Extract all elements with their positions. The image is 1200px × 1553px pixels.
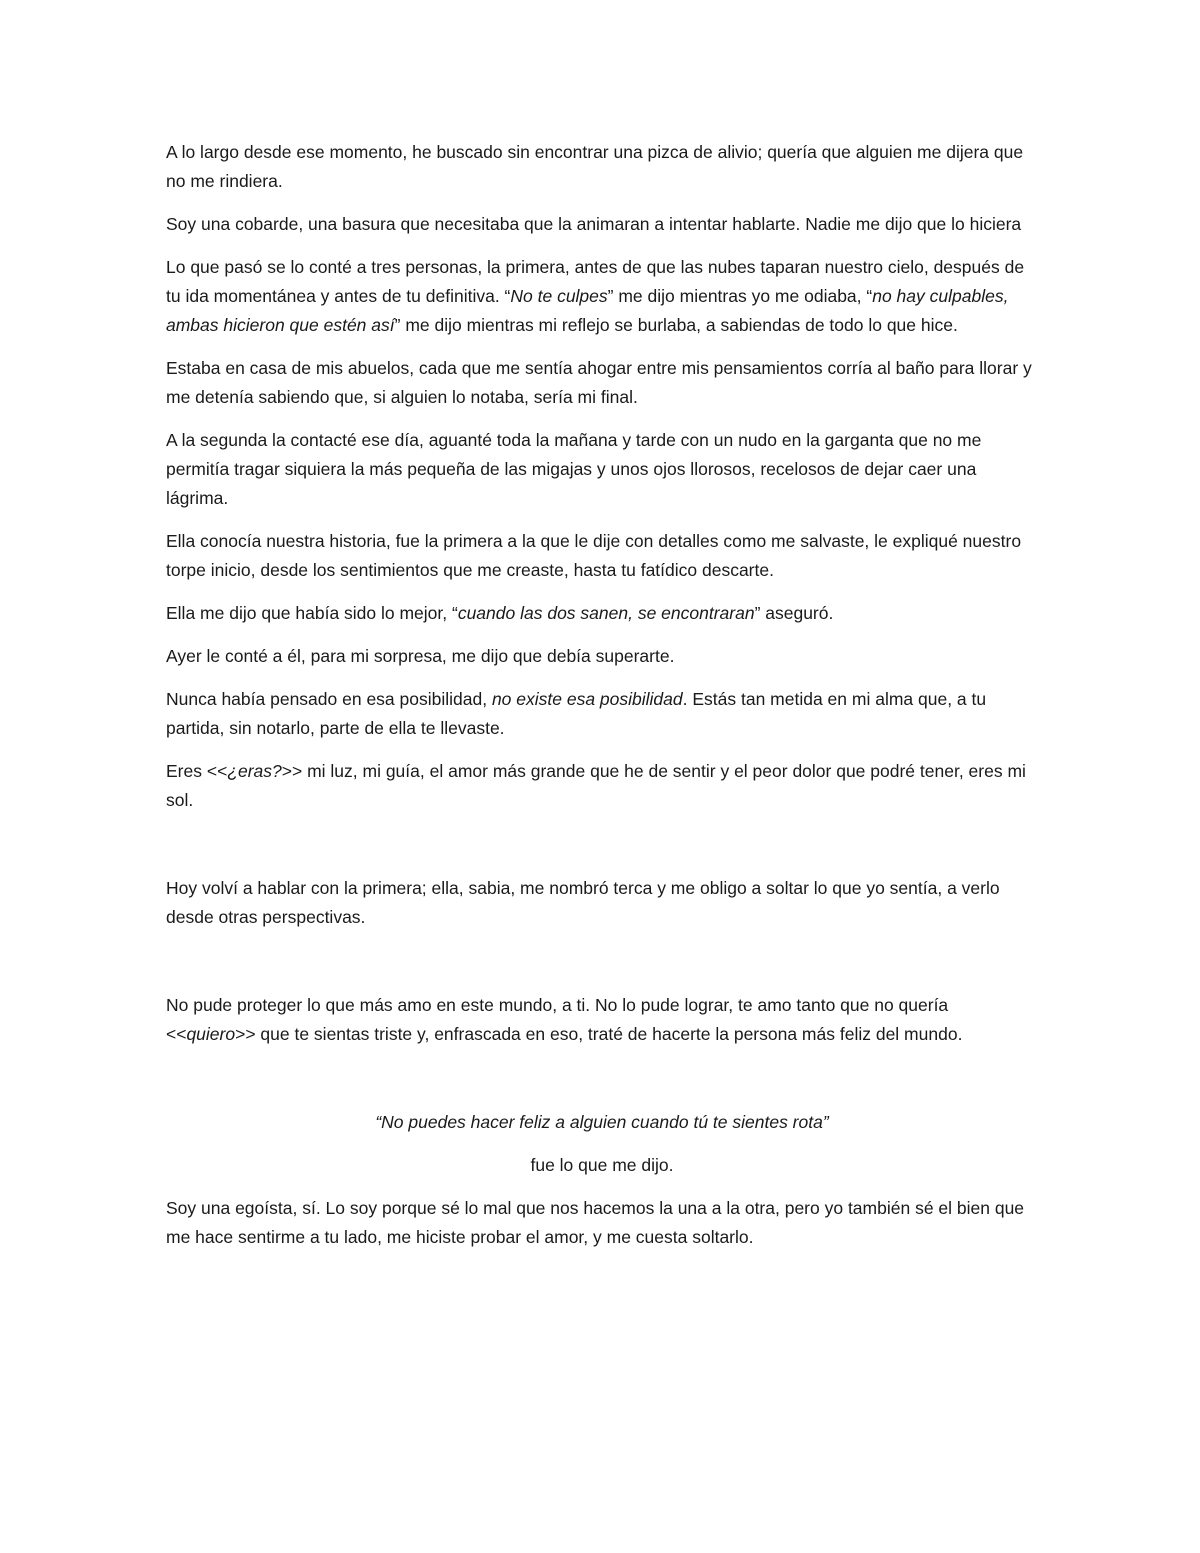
paragraph — [166, 991, 1038, 1049]
text-run: . Estás tan metida en mi alma que, a tu partida, sin notarlo, parte de ella te llevaste. — [166, 689, 987, 738]
text-run: ” me dijo mientras yo me odiaba, “ — [607, 286, 873, 306]
italic-quote: no hay culpables, ambas hicieron que estén así — [166, 286, 1009, 335]
text-run: ” me dijo mientras mi reflejo se burlaba, a sabiendas de todo lo que hice. — [394, 315, 958, 335]
italic-text: quiero — [186, 1024, 236, 1044]
paragraph: A la segunda la contacté ese día, aguanté toda la mañana y tarde con un nudo en la garganta que no me permitía tragar siquiera la más pequeña de las migajas y unos ojos llorosos, recelosos de dejar caer una lágrima. — [166, 430, 982, 508]
italic-quote: cuando las dos sanen, se encontraran — [457, 603, 755, 623]
paragraph — [166, 253, 1038, 340]
italic-quote: “No puedes hacer feliz a alguien cuando tú te sientes rota” — [375, 1112, 829, 1132]
paragraph — [166, 757, 1038, 815]
paragraph: A lo largo desde ese momento, he buscado sin encontrar una pizca de alivio; quería que alguien me dijera que no me rindiera. — [166, 142, 1024, 191]
text-run: >> que te sientas triste y, enfrascada en eso, traté de hacerte la persona más feliz del mundo. — [235, 1024, 963, 1044]
paragraph: Ayer le conté a él, para mi sorpresa, me dijo que debía superarte. — [166, 646, 675, 666]
paragraph: Soy una egoísta, sí. Lo soy porque sé lo mal que nos hacemos la una a la otra, pero yo también sé el bien que me hace sentirme a tu lado, me hiciste probar el amor, y me cuesta soltarlo. — [166, 1198, 1025, 1247]
text-run: >> mi luz, mi guía, el amor más grande que he de sentir y el peor dolor que podré tener, eres mi sol. — [166, 761, 1026, 810]
text-run: Ella me dijo que había sido lo mejor, “ — [166, 603, 458, 623]
text-run: No pude proteger lo que más amo en este mundo, a ti. No lo pude lograr, te amo tanto que no quería << — [166, 995, 949, 1044]
paragraph — [166, 599, 1038, 628]
italic-text: no existe esa posibilidad — [491, 689, 683, 709]
centered-quote — [166, 1108, 1038, 1137]
paragraph — [166, 685, 1038, 743]
document-page — [166, 138, 1038, 1266]
text-run: Eres << — [166, 761, 228, 781]
paragraph: Ella conocía nuestra historia, fue la primera a la que le dije con detalles como me salvaste, le expliqué nuestro torpe inicio, desde los sentimientos que me creaste, hasta tu fatídico descarte. — [166, 531, 1022, 580]
italic-text: ¿eras? — [227, 761, 282, 781]
paragraph: Soy una cobarde, una basura que necesitaba que la animaran a intentar hablarte. Nadie me dijo que lo hiciera — [166, 214, 1022, 234]
text-run: ” aseguró. — [754, 603, 834, 623]
text-run: Nunca había pensado en esa posibilidad, — [166, 689, 492, 709]
centered-line: fue lo que me dijo. — [530, 1155, 674, 1175]
paragraph: Estaba en casa de mis abuelos, cada que me sentía ahogar entre mis pensamientos corría al baño para llorar y me detenía sabiendo que, si alguien lo notaba, sería mi final. — [166, 358, 1032, 407]
paragraph: Hoy volví a hablar con la primera; ella, sabia, me nombró terca y me obligo a soltar lo que yo sentía, a verlo desde otras perspectivas. — [166, 878, 1000, 927]
italic-quote: No te culpes — [510, 286, 608, 306]
text-run: Lo que pasó se lo conté a tres personas, la primera, antes de que las nubes taparan nuestro cielo, después de tu ida momentánea y antes de tu definitiva. “ — [166, 257, 1025, 306]
